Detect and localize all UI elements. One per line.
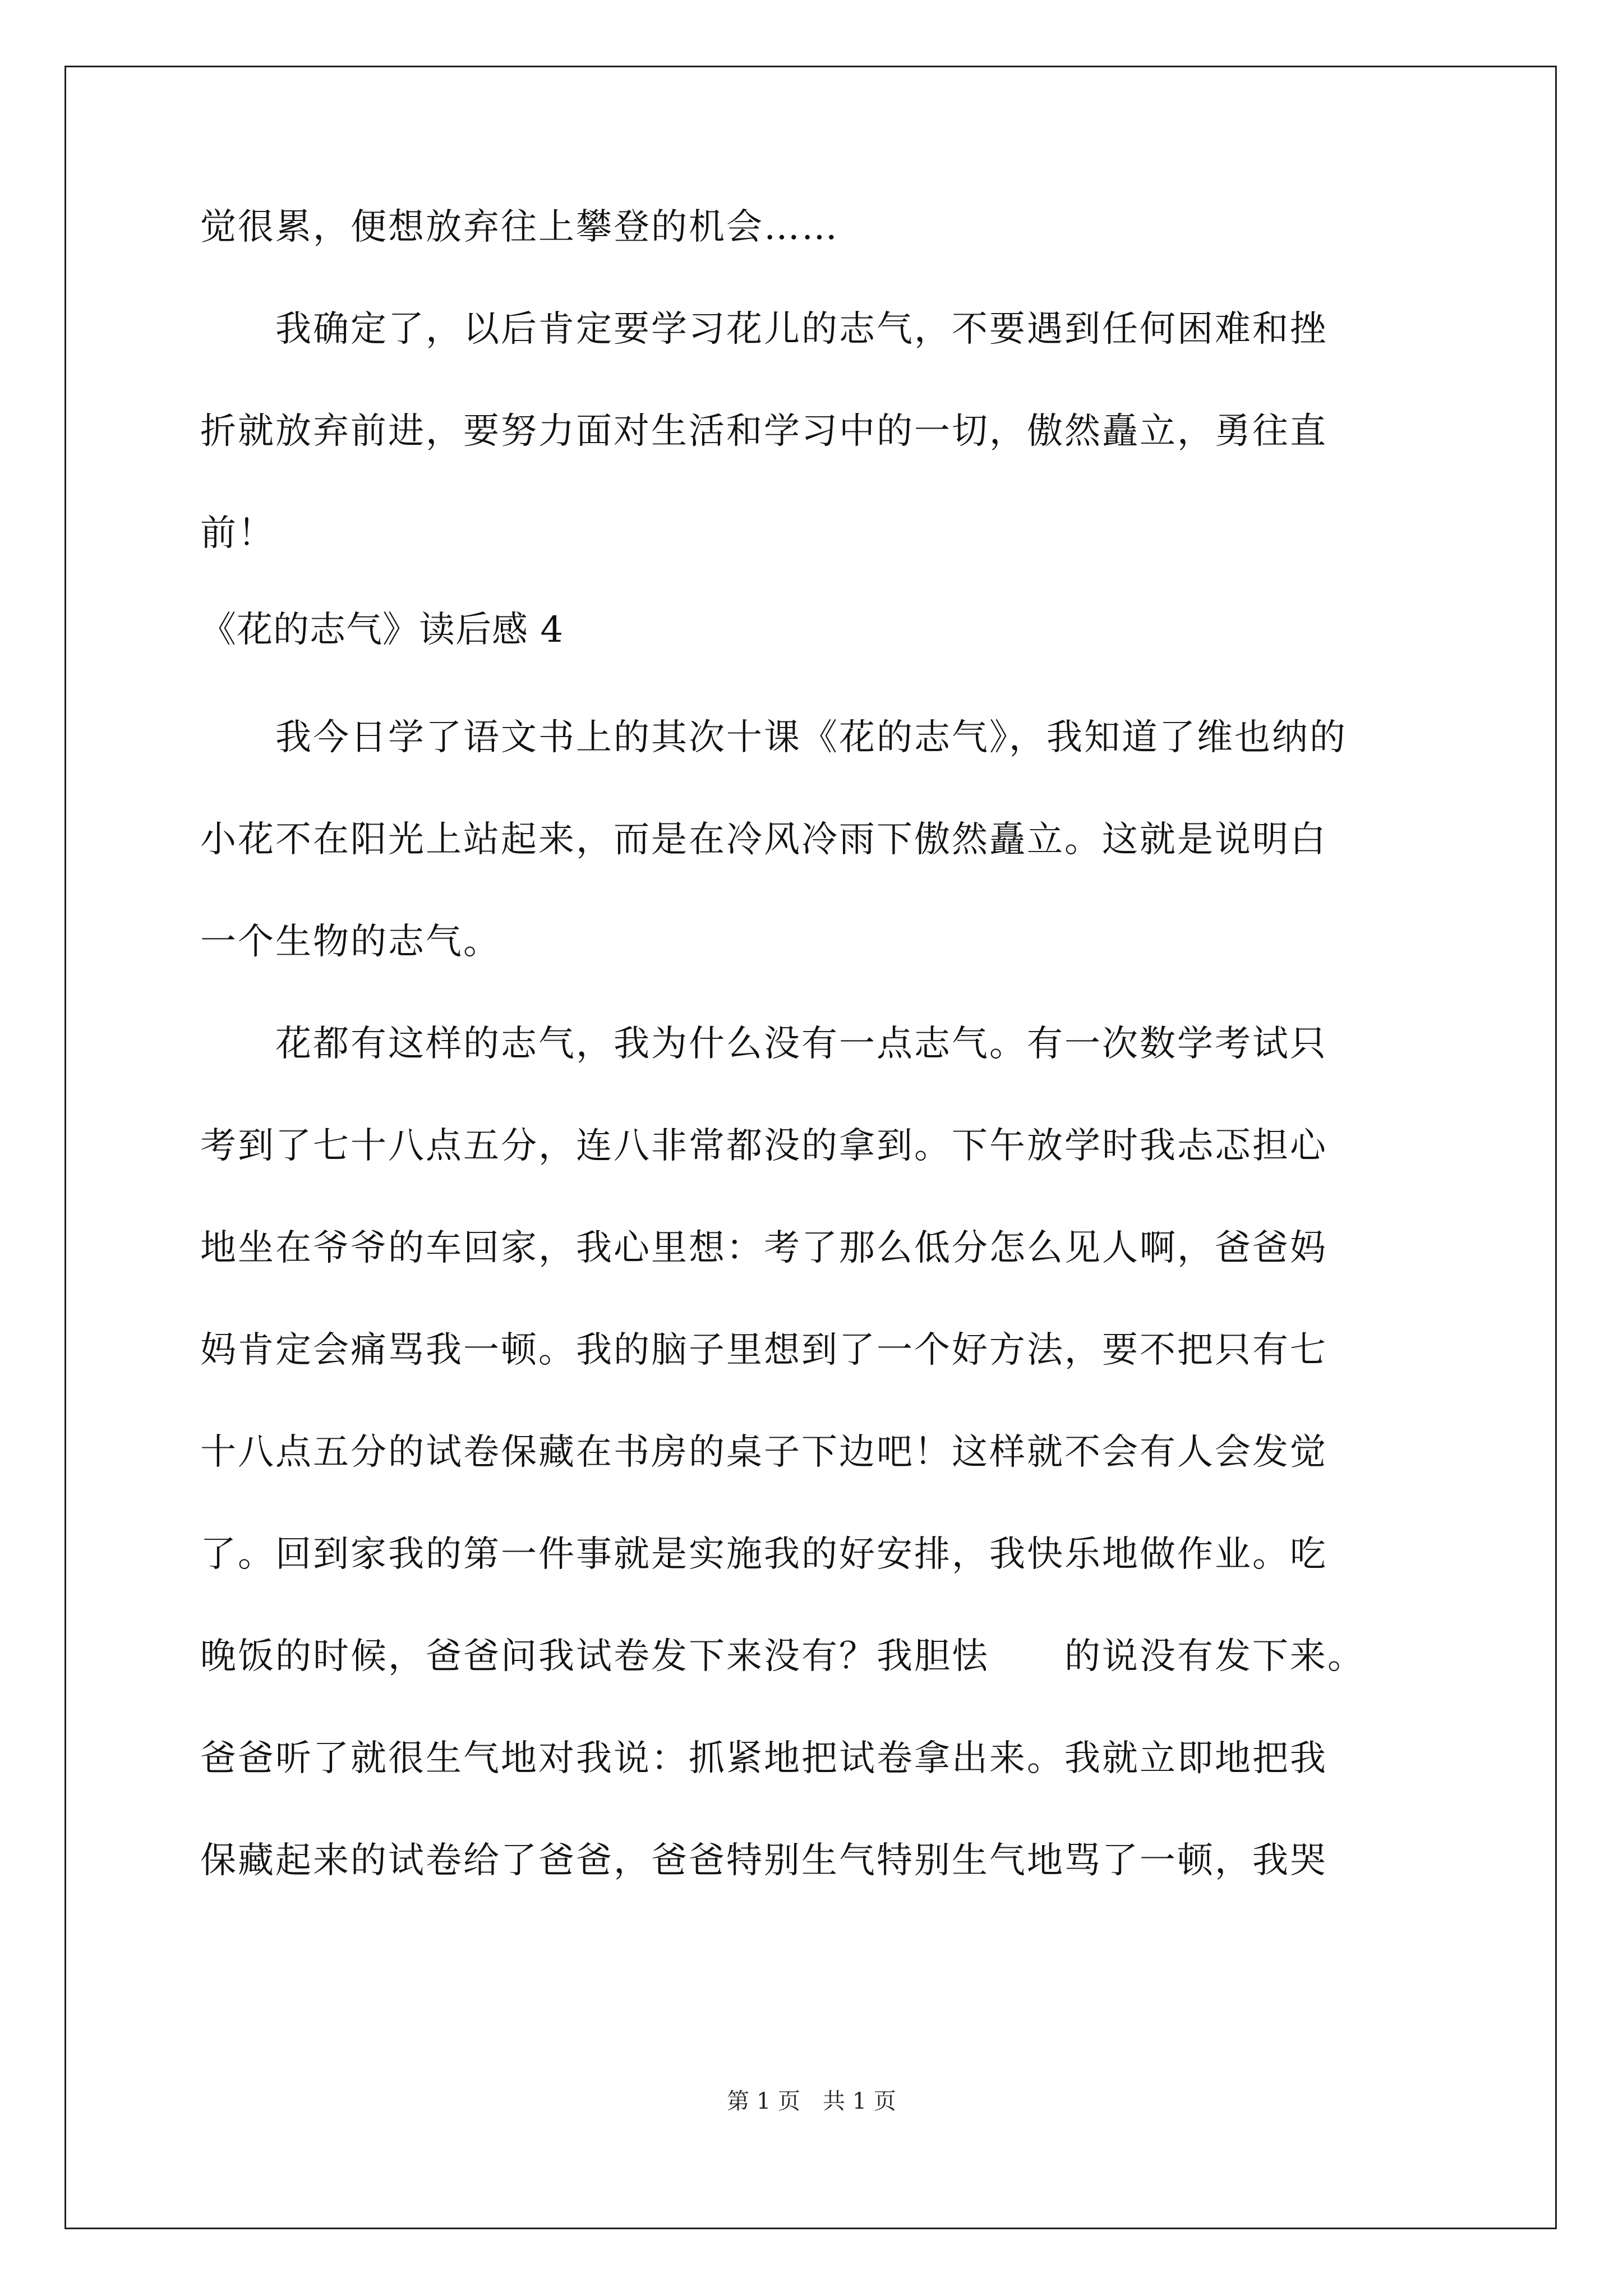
text-line: 地坐在爷爷的车回家，我心里想：考了那么低分怎么见人啊，爸爸妈 bbox=[200, 1227, 1327, 1269]
text-line: 花都有这样的志气，我为什么没有一点志气。有一次数学考试只 bbox=[200, 1023, 1327, 1065]
text-line: 前！ bbox=[200, 513, 275, 554]
text-line: 保藏起来的试卷给了爸爸，爸爸特别生气特别生气地骂了一顿，我哭 bbox=[200, 1840, 1327, 1881]
text-line: 十八点五分的试卷保藏在书房的桌子下边吧！这样就不会有人会发觉 bbox=[200, 1432, 1327, 1473]
text-line: 考到了七十八点五分，连八非常都没的拿到。下午放学时我忐忑担心 bbox=[200, 1125, 1327, 1167]
text-line: 了。回到家我的第一件事就是实施我的好安排，我快乐地做作业。吃 bbox=[200, 1534, 1327, 1575]
text-line: 我今日学了语文书上的其次十课《花的志气》，我知道了维也纳的 bbox=[200, 717, 1347, 758]
text-line: 觉很累，便想放弃往上攀登的机会…… bbox=[200, 206, 839, 248]
text-line: 小花不在阳光上站起来，而是在冷风冷雨下傲然矗立。这就是说明白 bbox=[200, 819, 1327, 861]
text-line: 晚饭的时候，爸爸问我试卷发下来没有？我胆怯 的说没有发下来。 bbox=[200, 1636, 1365, 1677]
text-line: 爸爸听了就很生气地对我说：抓紧地把试卷拿出来。我就立即地把我 bbox=[200, 1738, 1327, 1779]
text-line: 折就放弃前进，要努力面对生活和学习中的一切，傲然矗立，勇往直 bbox=[200, 411, 1327, 452]
text-line: 妈肯定会痛骂我一顿。我的脑子里想到了一个好方法，要不把只有七 bbox=[200, 1329, 1327, 1371]
text-line: 我确定了，以后肯定要学习花儿的志气，不要遇到任何困难和挫 bbox=[200, 309, 1327, 350]
text-line: 一个生物的志气。 bbox=[200, 921, 501, 963]
page-footer: 第 1 页 共 1 页 bbox=[727, 2088, 896, 2114]
section-heading: 《花的志气》读后感 4 bbox=[200, 609, 564, 651]
